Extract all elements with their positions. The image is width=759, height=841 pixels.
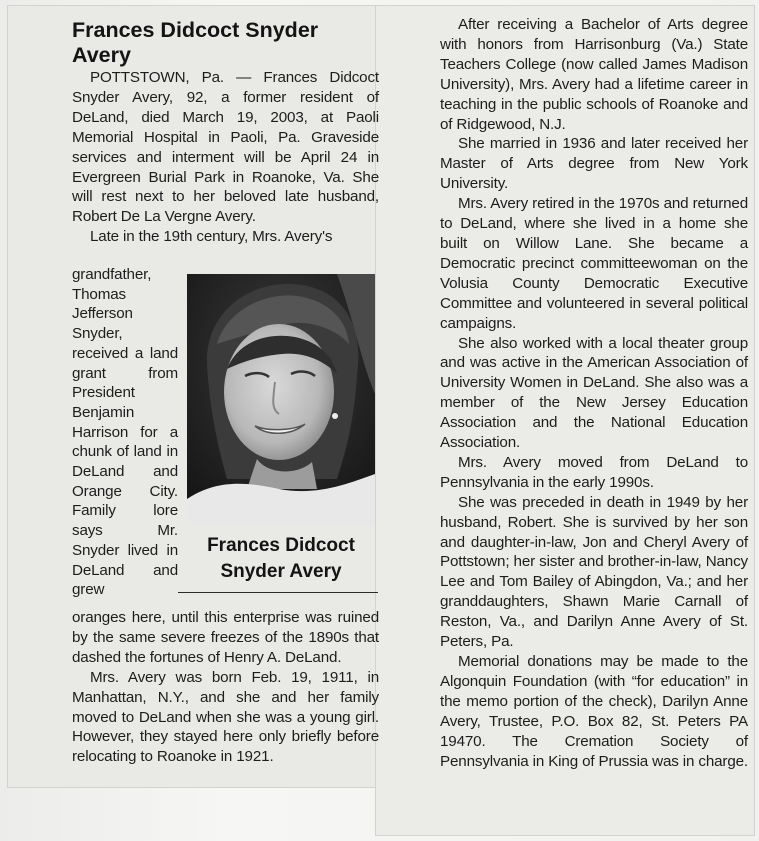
paragraph-education: After receiving a Bachelor of Arts degree with honors from Harrisonburg (Va.) State Teachers College (now called James Madison University), Mrs. Avery had a lifetime career in teaching in the public schools of Roanoke and of Ridgewood, N.J. (440, 16, 748, 133)
portrait-photo (187, 274, 375, 525)
paragraph-1-text: Frances Didcoct Snyder Avery, 92, a former resident of DeLand, died March 19, 2003, at Paoli Memorial Hospital in Paoli, Pa. Graveside services and interment will be April 24 in Evergreen Burial Park in Roanoke, Va. She will rest next to her beloved late husband, Robert De La Vergne Avery. (72, 69, 379, 226)
paragraph-land-grant: grandfather, Thomas Jefferson Snyder, received a land grant from President Benjamin Harrison for a chunk of land in DeLand and Orange City. Family lore says Mr. Snyder lived in DeLand and grew (72, 266, 178, 599)
paragraph-survivors: She was preceded in death in 1949 by her husband, Robert. She is survived by her son and daughter-in-law, Jon and Cheryl Avery of Pottstown; her sister and brother-in-law, Nancy Lee and Tom Bailey of Abingdon, Va.; and her granddaughters, Shawn Marie Carnall of Reston, Va., and Darilyn Anne Avery of St. Peters, Pa. (440, 493, 748, 651)
caption-divider (178, 592, 378, 593)
paragraph-memorial: Memorial donations may be made to the Algonquin Foundation (with “for education” in the memo portion of the check), Darilyn Anne Avery, Trustee, P.O. Box 82, St. Peters PA 19470. The Cremation Society of Pennsylvania in King of Prussia was in charge. (440, 653, 748, 770)
paragraph-marriage: She married in 1936 and later received her Master of Arts degree from New York University. (440, 135, 748, 193)
paragraph-history-intro: Late in the 19th century, Mrs. Avery's (90, 228, 333, 246)
left-column-top (72, 68, 379, 247)
left-column-bottom (72, 608, 379, 767)
paragraph-retirement: Mrs. Avery retired in the 1970s and returned to DeLand, where she lived in a home she built on Willow Lane. She became a Democratic precinct committeewoman on the Volusia County Democratic Executive Committee and volunteered in several political campaigns. (440, 195, 748, 332)
portrait-image (187, 274, 375, 525)
obituary-headline: Frances Didcoct Snyder Avery (72, 18, 319, 67)
paragraph-birth: Mrs. Avery was born Feb. 19, 1911, in Manhattan, N.Y., and she and her family moved to DeLand when she was a young girl. However, they stayed here only briefly before relocating to Roanoke in 1921. (72, 668, 379, 766)
paragraph-move: Mrs. Avery moved from DeLand to Pennsylvania in the early 1990s. (440, 453, 748, 491)
right-column (440, 15, 748, 771)
paragraph-community: She also worked with a local theater group and was active in the American Association of University Women in DeLand. She also was a member of the New Jersey Education Association and the National Education Association. (440, 334, 748, 452)
photo-caption: Frances Didcoct Snyder Avery (207, 535, 355, 582)
dateline: POTTSTOWN, Pa. — (90, 69, 252, 86)
paragraph-death-notice (72, 68, 379, 227)
paragraph-orange-groves: oranges here, until this enterprise was ruined by the same severe freezes of the 1890s that dashed the fortunes of Henry A. DeLand. (72, 609, 379, 666)
left-column-narrow-wrap (72, 265, 178, 600)
